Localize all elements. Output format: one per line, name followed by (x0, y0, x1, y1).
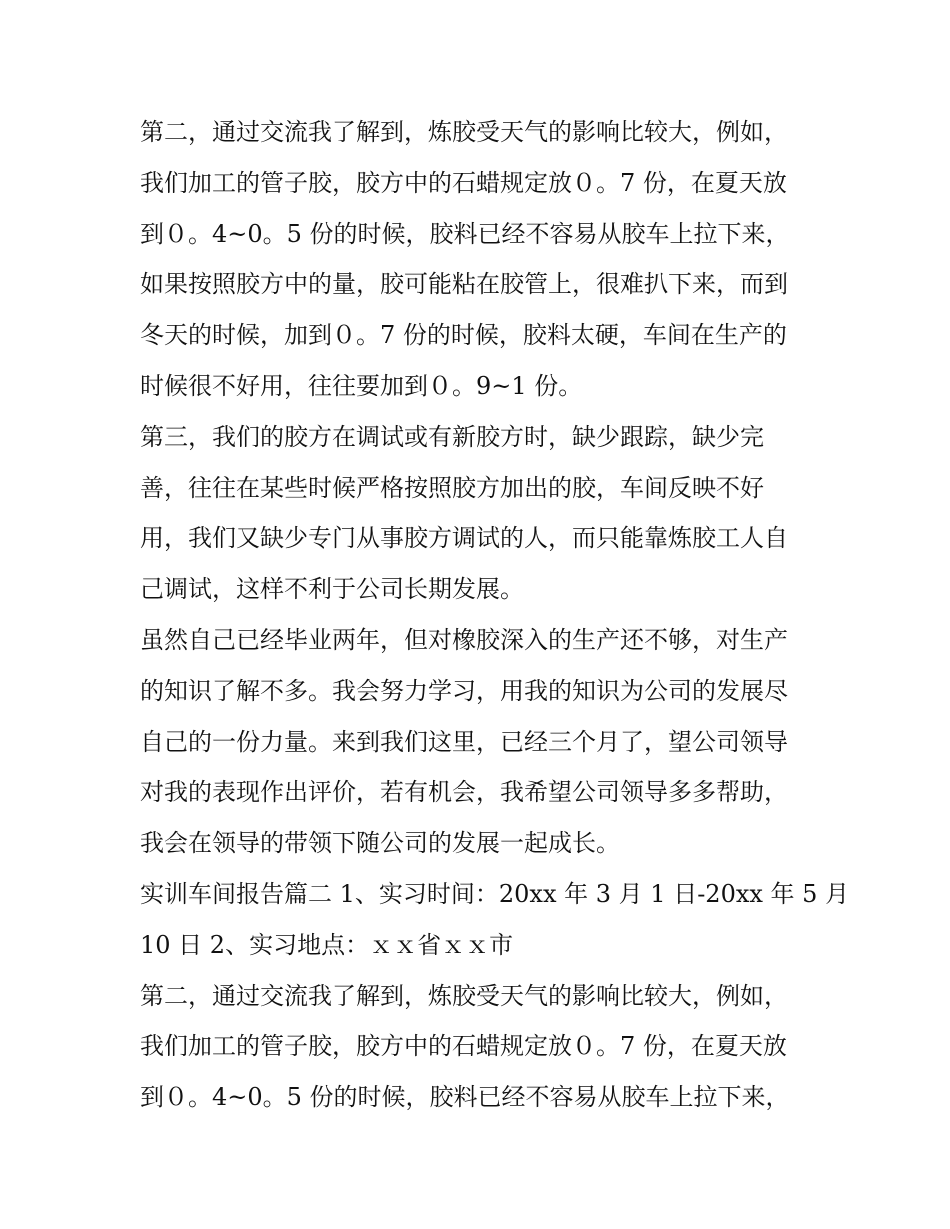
text-line: 我会在领导的带领下随公司的发展一起成长。 (140, 829, 620, 858)
text-line: 到０。4~0。5 份的时候，胶料已经不容易从胶车上拉下来， (140, 1083, 790, 1112)
text-line: 我们加工的管子胶，胶方中的石蜡规定放０。7 份，在夏天放 (140, 1032, 787, 1061)
text-line: 我们加工的管子胶，胶方中的石蜡规定放０。7 份，在夏天放 (140, 168, 787, 197)
body-text (140, 107, 850, 1123)
text-line: 己调试，这样不利于公司长期发展。 (140, 575, 524, 604)
text-line: 10 日 2、实习地点：ｘｘ省ｘｘ市 (140, 930, 514, 959)
text-line: 冬天的时候，加到０。7 份的时候，胶料太硬，车间在生产的 (140, 321, 787, 350)
text-line: 时候很不好用，往往要加到０。9~1 份。 (140, 371, 583, 400)
text-line: 用，我们又缺少专门从事胶方调试的人，而只能靠炼胶工人自 (140, 524, 788, 553)
text-line: 自己的一份力量。来到我们这里，已经三个月了，望公司领导 (140, 727, 788, 756)
text-line: 第二，通过交流我了解到，炼胶受天气的影响比较大，例如， (140, 981, 788, 1010)
text-line: 虽然自己已经毕业两年，但对橡胶深入的生产还不够，对生产 (140, 625, 788, 654)
text-line: 对我的表现作出评价，若有机会，我希望公司领导多多帮助， (140, 778, 788, 807)
text-line: 如果按照胶方中的量，胶可能粘在胶管上，很难扒下来，而到 (140, 270, 788, 299)
text-line: 到０。4~0。5 份的时候，胶料已经不容易从胶车上拉下来， (140, 219, 790, 248)
text-line: 的知识了解不多。我会努力学习，用我的知识为公司的发展尽 (140, 676, 788, 705)
text-line: 实训车间报告篇二 1、实习时间：20xx 年 3 月 1 日-20xx 年 5 月 (140, 879, 850, 908)
text-line: 第三，我们的胶方在调试或有新胶方时，缺少跟踪，缺少完 (140, 422, 764, 451)
text-line: 第二，通过交流我了解到，炼胶受天气的影响比较大，例如， (140, 118, 788, 146)
text-line: 善，往往在某些时候严格按照胶方加出的胶，车间反映不好 (140, 473, 764, 502)
